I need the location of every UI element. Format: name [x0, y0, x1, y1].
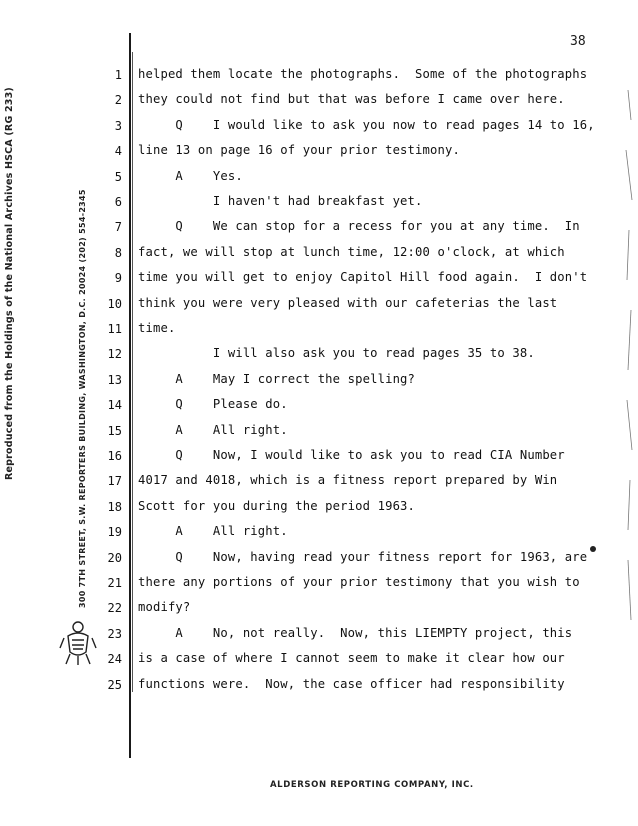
- transcript-line: fact, we will stop at lunch time, 12:00 o'clock, at which: [138, 244, 565, 259]
- line-number: 9: [114, 271, 122, 286]
- transcript-line: modify?: [138, 600, 191, 615]
- transcript-line: Q Now, I would like to ask you to read CIA Number: [138, 448, 565, 462]
- transcript-line: think you were very pleased with our cafeterias the last: [138, 295, 558, 310]
- transcript-line: A No, not really. Now, this LIEMPTY project, this: [138, 625, 573, 640]
- archive-stamp: [4, 60, 26, 480]
- transcript-line: Q I would like to ask you now to read pages 14 to 16,: [138, 117, 595, 132]
- transcript-line: Q Please do.: [138, 397, 288, 412]
- line-number: 4: [114, 144, 122, 159]
- line-number: 2: [114, 93, 122, 108]
- line-number: 12: [107, 347, 122, 362]
- transcript-line: I haven't had breakfast yet.: [138, 194, 423, 208]
- line-number: 11: [107, 322, 122, 336]
- ink-mark: [590, 546, 596, 552]
- line-number: 6: [114, 195, 122, 209]
- seal-emblem-icon: [58, 618, 98, 666]
- transcript-line: 4017 and 4018, which is a fitness report prepared by Win: [138, 473, 558, 488]
- line-number: 14: [107, 398, 122, 413]
- transcript-line: A All right.: [138, 524, 288, 539]
- address-stamp-text: 300 7TH STREET, S.W. REPORTERS BUILDING, WASHINGTON, D.C. 20024 (202) 554-2345: [78, 189, 87, 608]
- transcript-line: line 13 on page 16 of your prior testimony.: [138, 143, 460, 158]
- line-number: 3: [114, 118, 122, 133]
- line-number: 5: [114, 169, 122, 184]
- line-number: 19: [107, 525, 122, 540]
- margin-rule-inner: [132, 52, 133, 692]
- line-number: 15: [107, 423, 122, 438]
- line-number: 23: [107, 626, 122, 641]
- margin-rule: [129, 33, 131, 758]
- footer-company: ALDERSON REPORTING COMPANY, INC.: [270, 780, 474, 790]
- line-number: 17: [107, 474, 122, 489]
- transcript-line: helped them locate the photographs. Some of the photographs: [138, 67, 588, 81]
- transcript-line: Q We can stop for a recess for you at any time. In: [138, 219, 580, 234]
- transcript-line: functions were. Now, the case officer had responsibility: [138, 676, 565, 691]
- transcript-line: A Yes.: [138, 168, 243, 183]
- transcript-line: time you will get to enjoy Capitol Hill food again. I don't: [138, 270, 588, 285]
- line-number: 21: [107, 576, 122, 590]
- scan-edge-noise: [622, 80, 638, 640]
- address-stamp: [78, 160, 96, 620]
- transcript-line: there any portions of your prior testimony that you wish to: [138, 575, 580, 589]
- line-number: 7: [114, 220, 122, 235]
- line-number: 13: [107, 372, 122, 387]
- line-number: 16: [107, 449, 122, 463]
- transcript-line: A May I correct the spelling?: [138, 371, 416, 386]
- line-number: 10: [107, 296, 122, 311]
- transcript-line: Scott for you during the period 1963.: [138, 498, 416, 513]
- line-number: 18: [107, 499, 122, 514]
- transcript-line: I will also ask you to read pages 35 to 38.: [138, 346, 535, 361]
- line-number: 8: [114, 245, 122, 260]
- archive-stamp-text: Reproduced from the Holdings of the National Archives HSCA (RG 233): [4, 87, 15, 480]
- line-number: 24: [107, 652, 122, 667]
- transcript-line: A All right.: [138, 422, 288, 437]
- line-number: 25: [107, 677, 122, 692]
- transcript-line: they could not find but that was before I came over here.: [138, 92, 565, 107]
- transcript-line: is a case of where I cannot seem to make it clear how our: [138, 651, 565, 666]
- line-number: 1: [114, 68, 122, 82]
- transcript-line: time.: [138, 321, 176, 335]
- line-number: 22: [107, 601, 122, 616]
- page-number: 38: [570, 34, 586, 49]
- transcript-line: Q Now, having read your fitness report for 1963, are: [138, 549, 588, 564]
- line-number: 20: [107, 550, 122, 565]
